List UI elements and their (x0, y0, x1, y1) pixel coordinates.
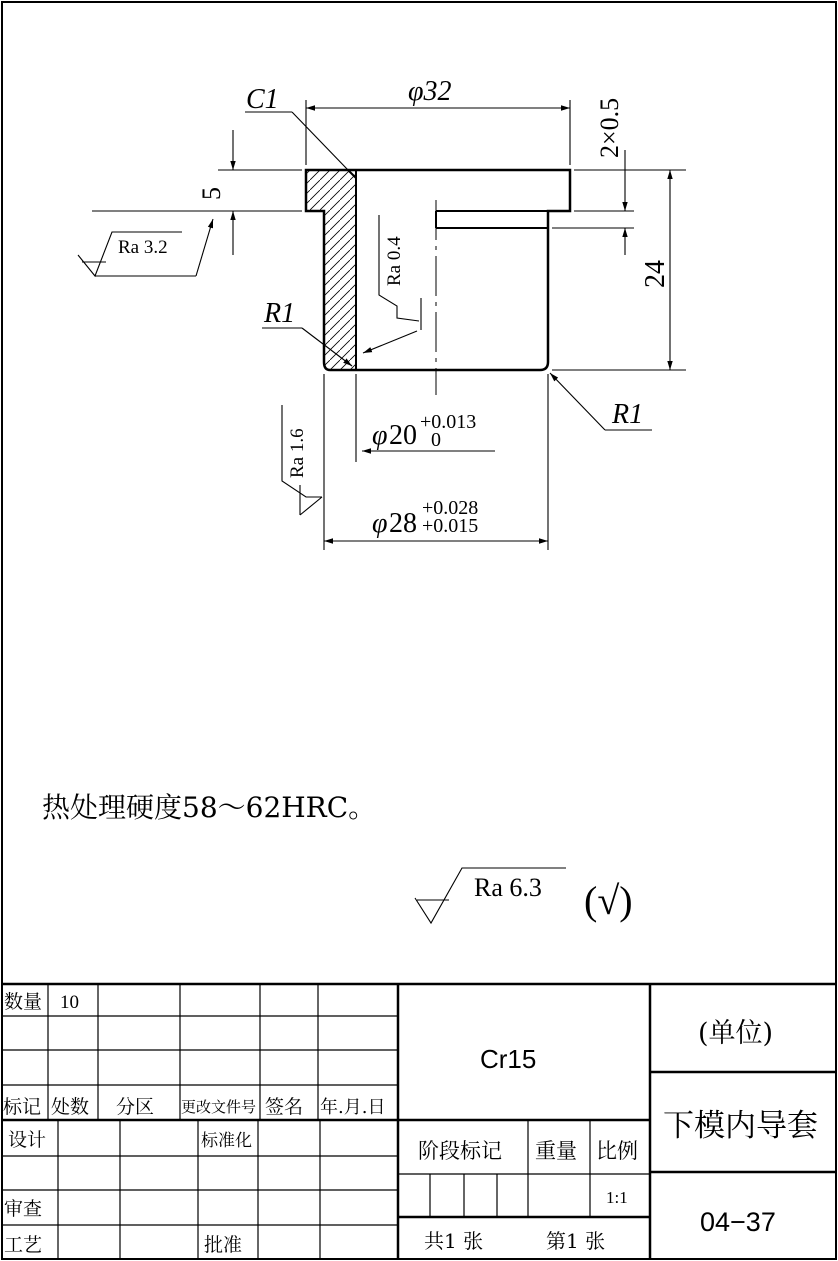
rev-header-count: 处数 (51, 1096, 90, 1118)
dim-bore-lower-tol: 0 (431, 429, 441, 451)
part-name: 下模内导套 (663, 1108, 818, 1144)
dim-flange-thickness: 5 (197, 187, 226, 200)
dim-outer-radius: R1 (612, 399, 644, 430)
rev-header-mark: 标记 (3, 1096, 42, 1118)
dim-phi32: φ32 (408, 76, 452, 107)
dim-chamfer: C1 (246, 84, 279, 115)
roughness-label-outer: Ra 1.6 (287, 428, 308, 478)
standardize-label: 标准化 (201, 1131, 252, 1151)
sheet-border (2, 2, 836, 1259)
roughness-label-flange: Ra 3.2 (118, 237, 168, 258)
roughness-general-note: (√) (584, 878, 633, 923)
dim-outer-symbol: φ (372, 508, 388, 539)
quantity-value: 10 (60, 992, 79, 1013)
dim-bore-nominal: 20 (389, 420, 417, 451)
rev-header-date: 年.月.日 (320, 1097, 386, 1118)
design-label: 设计 (8, 1129, 47, 1151)
dim-bore-upper-tol: +0.013 (420, 411, 477, 433)
scale-value: 1:1 (606, 1188, 628, 1207)
review-label: 审查 (4, 1198, 43, 1220)
rev-header-zone: 分区 (116, 1096, 155, 1118)
process-label: 工艺 (4, 1234, 43, 1256)
rev-header-docno: 更改文件号 (181, 1098, 257, 1116)
sheets-total: 共1 张 (424, 1229, 484, 1253)
rev-header-sign: 签名 (265, 1096, 304, 1118)
dim-groove: 2×0.5 (595, 97, 624, 158)
stage-label: 阶段标记 (418, 1139, 502, 1163)
material: Cr15 (480, 1044, 537, 1074)
dim-outer-upper-tol: +0.028 (422, 497, 479, 519)
sheet-number: 第1 张 (546, 1229, 606, 1253)
dim-outer-nominal: 28 (389, 508, 417, 539)
weight-label: 重量 (535, 1139, 577, 1163)
drawing-number: 04−37 (700, 1207, 776, 1237)
dim-bore-symbol: φ (372, 420, 388, 451)
scale-label: 比例 (596, 1139, 638, 1163)
unit-label: (单位) (698, 1018, 774, 1049)
section-hatch (306, 170, 356, 370)
approve-label: 批准 (204, 1234, 243, 1256)
roughness-label-bore: Ra 0.4 (384, 236, 405, 286)
technical-note: 热处理硬度58～62HRC。 (42, 791, 377, 824)
dim-outer-lower-tol: +0.015 (422, 515, 479, 537)
dim-length: 24 (640, 260, 671, 288)
dim-inner-radius: R1 (264, 298, 296, 329)
roughness-label-general: Ra 6.3 (474, 873, 542, 902)
quantity-label: 数量 (4, 991, 43, 1013)
